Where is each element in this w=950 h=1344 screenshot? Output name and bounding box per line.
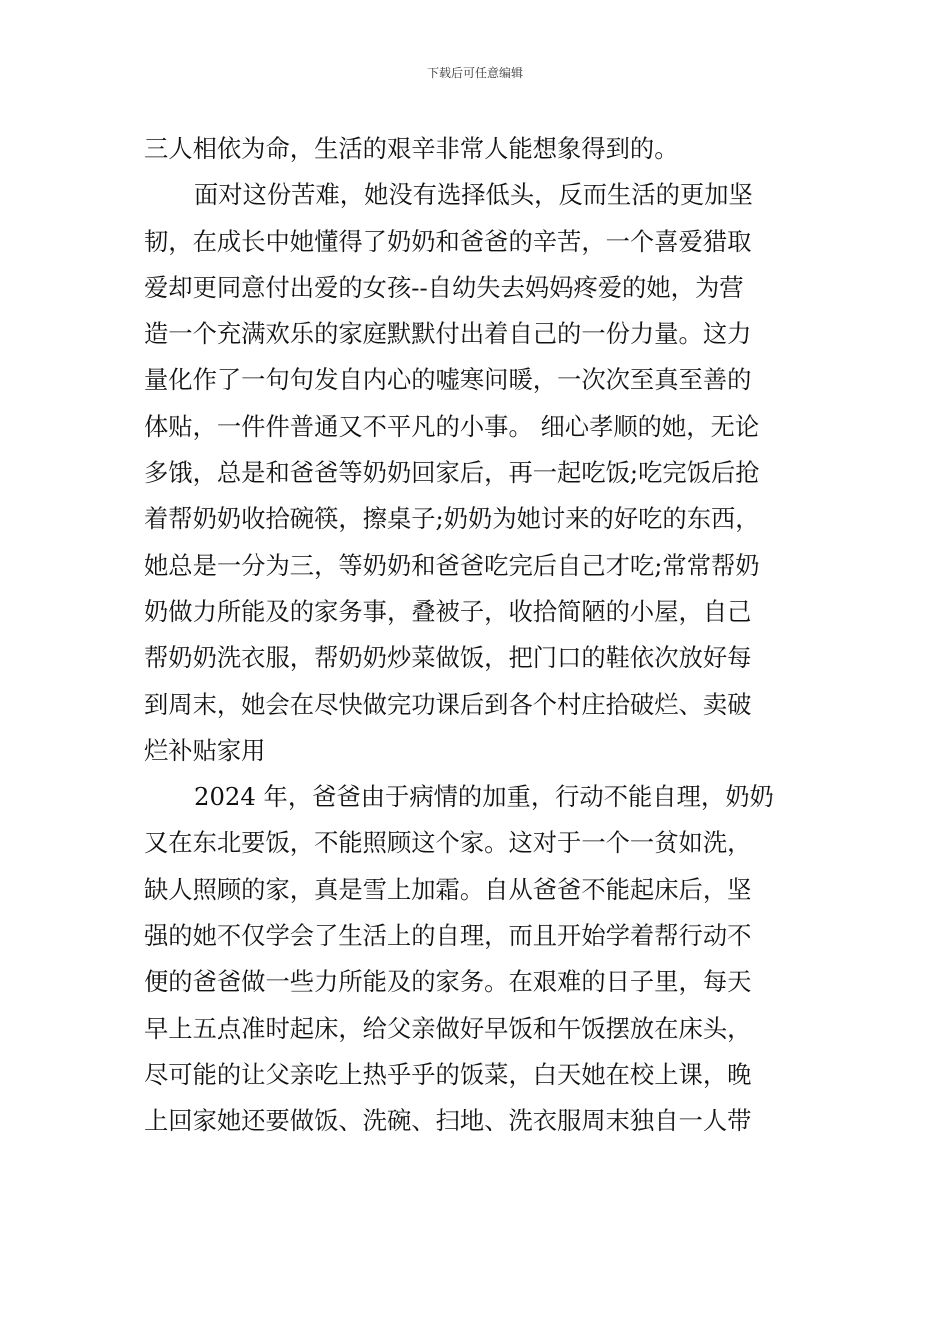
text-line: 三人相依为命，生活的艰辛非常人能想象得到的。 (144, 134, 679, 163)
paragraph-start-line: 2024 年，爸爸由于病情的加重，行动不能自理，奶奶 (194, 782, 774, 812)
text-line: 上回家她还要做饭、洗碗、扫地、洗衣服周末独自一人带 (144, 1106, 752, 1136)
text-line: 烂补贴家用 (144, 735, 266, 765)
body-text (144, 126, 808, 1145)
text-line: 便的爸爸做一些力所能及的家务。在艰难的日子里，每天 (144, 967, 752, 997)
text-line: 着帮奶奶收拾碗筷，擦桌子;奶奶为她讨来的好吃的东西， (144, 504, 760, 534)
text-line: 尽可能的让父亲吃上热乎乎的饭菜，白天她在校上课，晚 (144, 1059, 752, 1089)
text-line: 又在东北要饭，不能照顾这个家。这对于一个一贫如洗， (144, 828, 752, 858)
text-line: 韧，在成长中她懂得了奶奶和爸爸的辛苦，一个喜爱猎取 (144, 226, 752, 256)
text-line: 缺人照顾的家，真是雪上加霜。自从爸爸不能起床后，坚 (144, 874, 752, 904)
text-line: 造一个充满欢乐的家庭默默付出着自己的一份力量。这力 (144, 319, 752, 349)
page-header: 下载后可任意编辑 (426, 66, 523, 80)
text-line: 多饿，总是和爸爸等奶奶回家后，再一起吃饭;吃完饭后抢 (144, 458, 760, 488)
text-line: 她总是一分为三，等奶奶和爸爸吃完后自己才吃;常常帮奶 (144, 550, 760, 580)
text-line: 帮奶奶洗衣服，帮奶奶炒菜做饭，把门口的鞋依次放好每 (144, 643, 752, 673)
text-line: 早上五点准时起床，给父亲做好早饭和午饭摆放在床头， (144, 1013, 752, 1043)
text-line: 量化作了一句句发自内心的嘘寒问暖，一次次至真至善的 (144, 365, 752, 395)
text-line: 到周末，她会在尽快做完功课后到各个村庄拾破烂、卖破 (144, 689, 752, 719)
text-line: 爱却更同意付出爱的女孩--自幼失去妈妈疼爱的她，为营 (144, 272, 744, 302)
text-line: 强的她不仅学会了生活上的自理，而且开始学着帮行动不 (144, 921, 752, 951)
text-line: 体贴，一件件普通又不平凡的小事。 细心孝顺的她，无论 (144, 411, 760, 441)
text-line: 奶做力所能及的家务事，叠被子，收拾简陋的小屋，自己 (144, 596, 752, 626)
paragraph-start-line: 面对这份苦难，她没有选择低头，反而生活的更加坚 (194, 180, 753, 210)
